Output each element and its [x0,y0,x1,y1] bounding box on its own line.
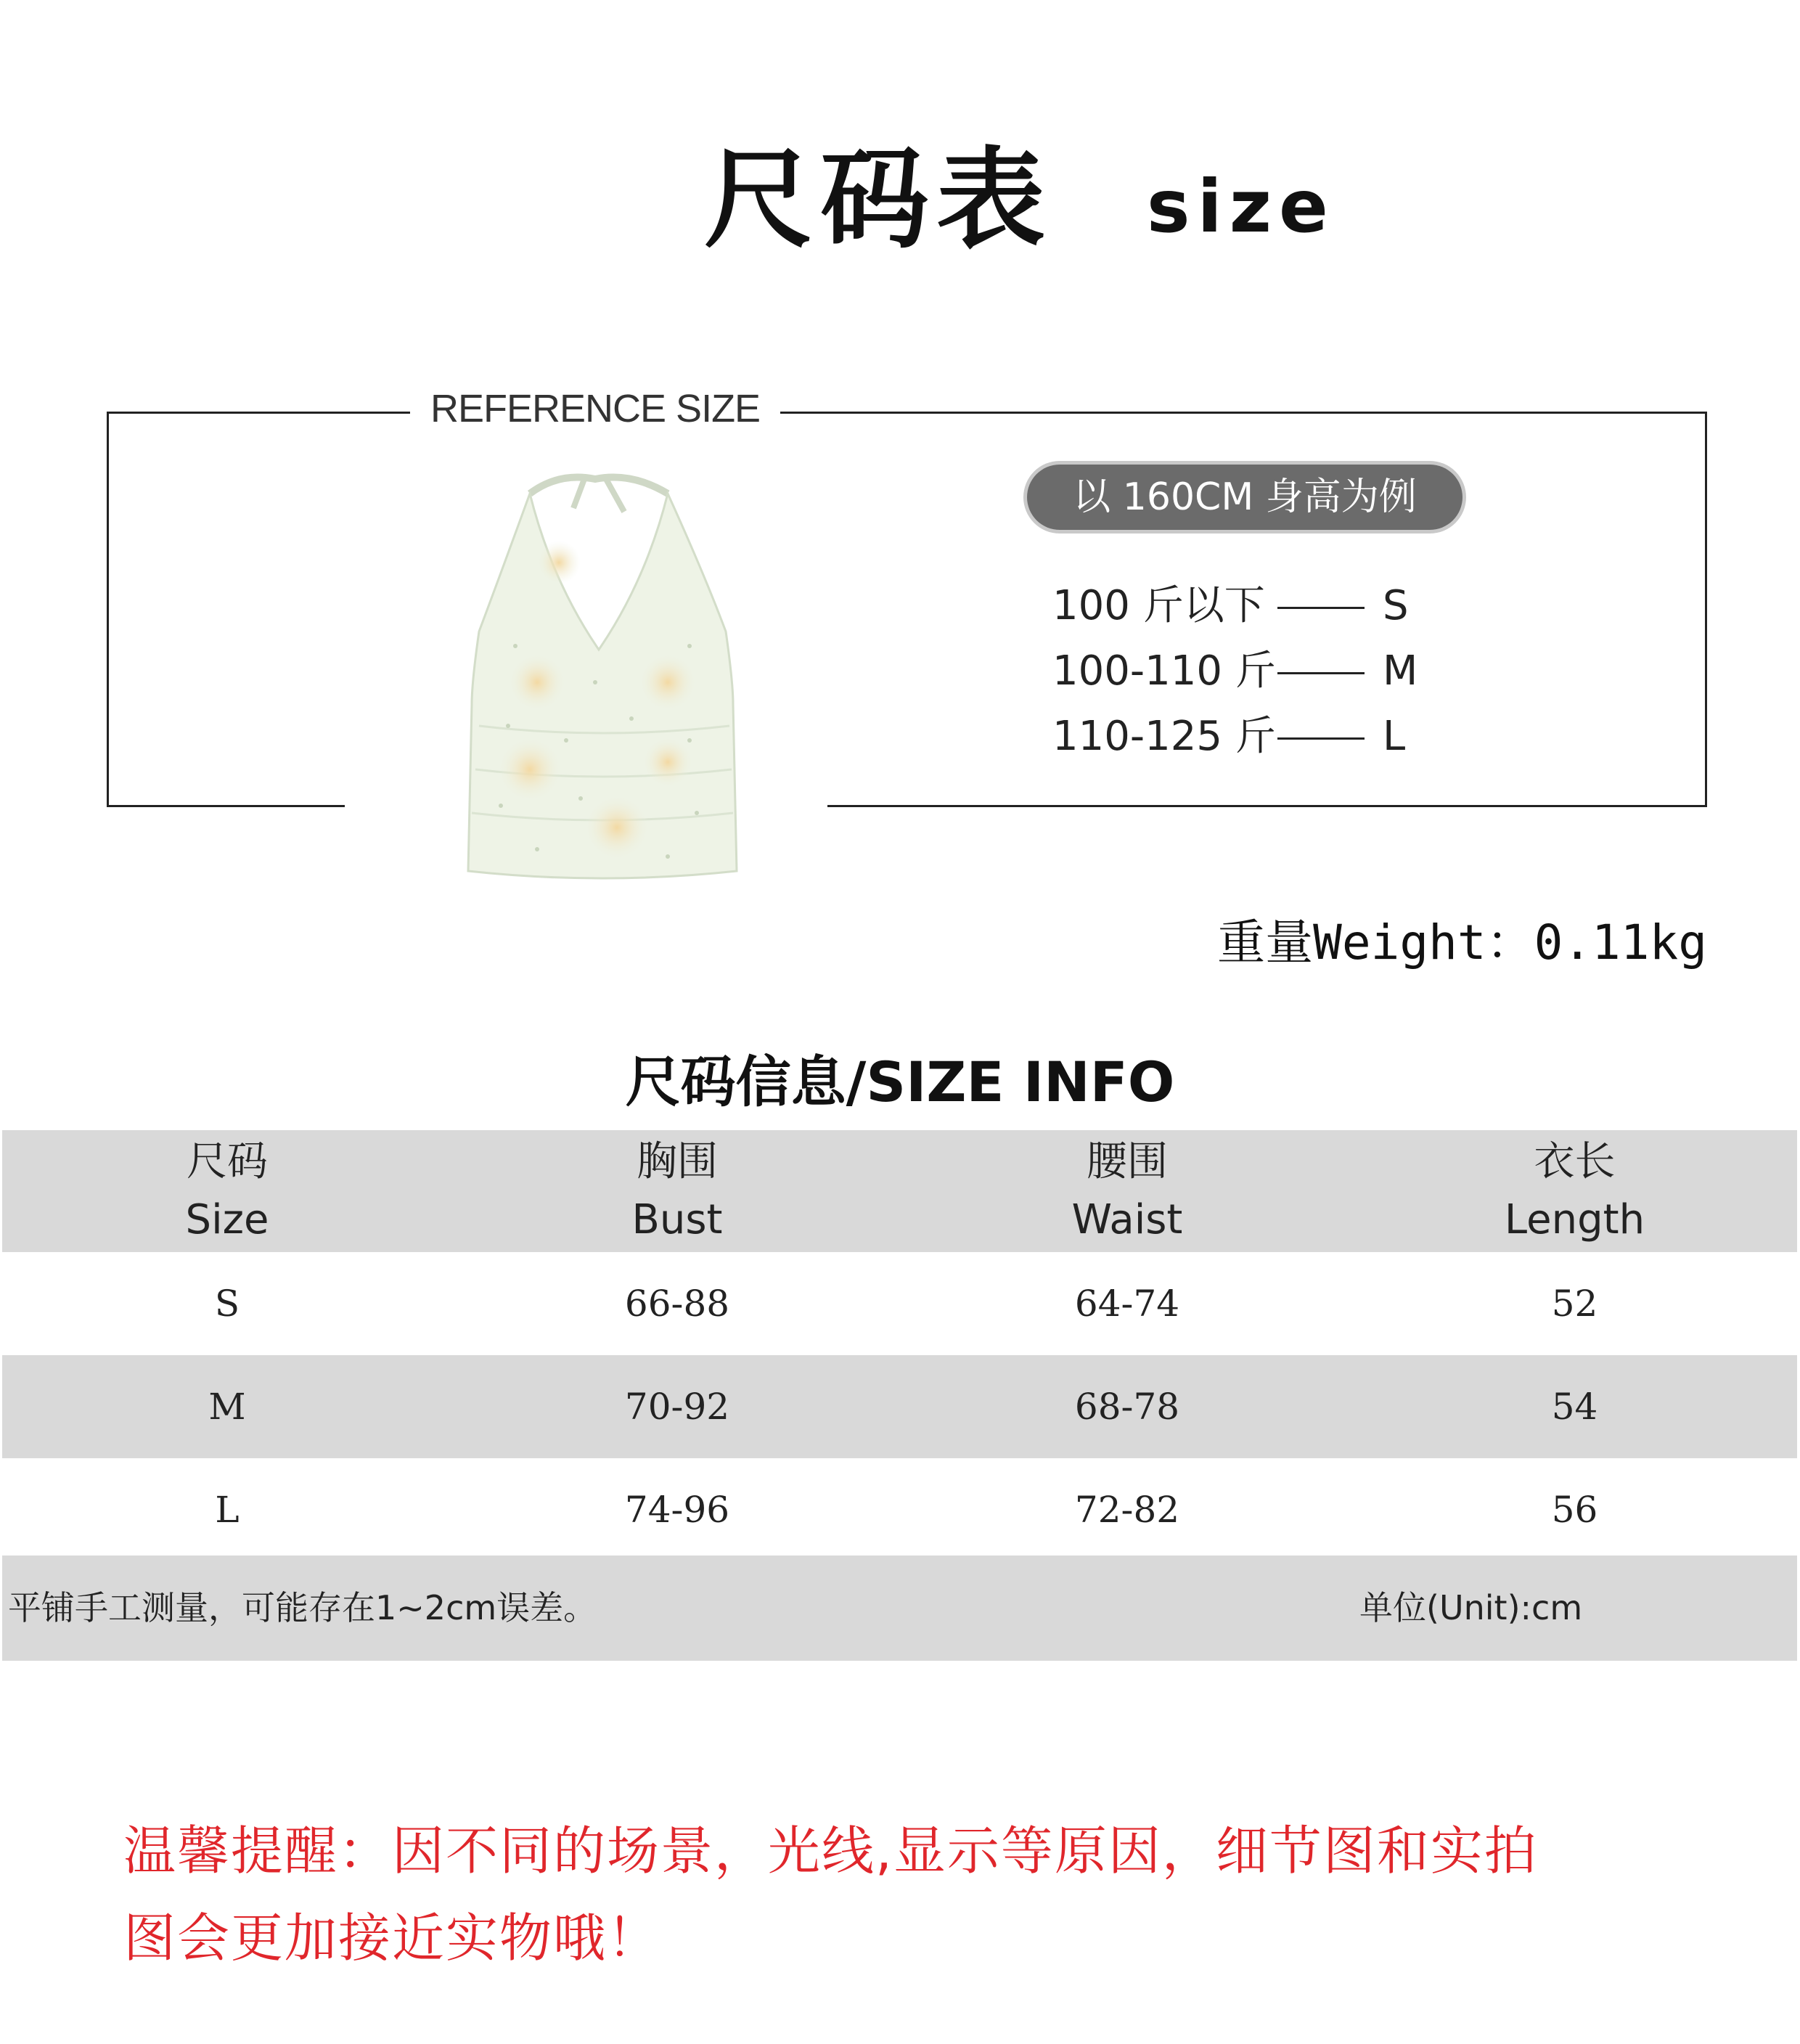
header-cn: 尺码 [187,1138,268,1185]
cell-waist [902,1355,1352,1458]
measurement-note: 平铺手工测量，可能存在1~2cm误差。 [8,1588,597,1627]
reference-row [1052,573,1418,639]
cell-value: 74-96 [624,1489,730,1531]
dash-line [1277,607,1365,609]
cell-value: L [215,1489,240,1531]
cell-waist [902,1458,1352,1561]
cell-value: 64-74 [1074,1283,1180,1325]
table-footer [2,1556,1797,1661]
reference-row [1052,704,1418,769]
page-header [0,134,1800,265]
header-en: Length [1504,1196,1645,1243]
table-row [2,1252,1797,1355]
cell-bust [452,1458,902,1561]
dash-line [1277,737,1365,740]
cell-size [2,1458,452,1561]
cell-value: S [214,1283,240,1325]
header-cell-bust [452,1130,902,1252]
cell-value: 70-92 [624,1386,730,1428]
reference-size-label: REFERENCE SIZE [410,383,780,434]
dash-line [1277,672,1365,674]
cell-value: 52 [1551,1283,1598,1325]
table-header-row [2,1130,1797,1252]
reference-size: S [1383,582,1409,629]
reference-size-box [107,412,1707,807]
cell-length [1352,1355,1797,1458]
cell-size [2,1355,452,1458]
cell-value: 68-78 [1074,1386,1180,1428]
cell-value: M [208,1386,246,1428]
unit-note: 单位(Unit):cm [1359,1588,1583,1627]
cell-value: 72-82 [1074,1489,1180,1531]
page-title-en: size [1147,164,1335,249]
reference-weight: 100 斤以下 [1052,582,1265,629]
table-row [2,1355,1797,1458]
reference-size: L [1383,713,1406,760]
page-title-cn: 尺码表 [704,136,1053,263]
cell-value: 54 [1551,1386,1598,1428]
reminder-line-2: 图会更加接近实物哦！ [123,1908,661,1969]
cell-size [2,1252,452,1355]
reference-row [1052,639,1418,704]
header-en: Waist [1071,1196,1183,1243]
header-en: Size [185,1196,269,1243]
cell-waist [902,1252,1352,1355]
header-cn: 胸围 [637,1138,718,1185]
cell-value: 56 [1551,1489,1598,1531]
product-weight: 重量Weight：0.11kg [1217,915,1707,970]
reference-weight: 110-125 斤 [1052,713,1276,760]
cell-bust [452,1355,902,1458]
header-cell-size [2,1130,452,1252]
header-cn: 腰围 [1087,1138,1168,1185]
header-cell-length [1352,1130,1797,1252]
size-table [2,1130,1797,1561]
cell-bust [452,1252,902,1355]
reference-size-list [1052,573,1418,769]
size-info-title: 尺码信息/SIZE INFO [625,1050,1175,1114]
reference-weight: 100-110 斤 [1052,647,1276,695]
reminder-text [123,1807,1706,1982]
table-row [2,1458,1797,1561]
header-en: Bust [631,1196,723,1243]
header-cn: 衣长 [1534,1138,1616,1185]
cell-value: 66-88 [624,1283,730,1325]
header-cell-waist [902,1130,1352,1252]
example-height-badge: 以 160CM 身高为例 [1027,465,1462,530]
reminder-line-1: 温馨提醒：因不同的场景，光线,显示等原因，细节图和实拍 [123,1820,1538,1881]
cell-length [1352,1458,1797,1561]
halter-top-image [450,465,755,886]
cell-length [1352,1252,1797,1355]
reference-size: M [1383,647,1418,695]
